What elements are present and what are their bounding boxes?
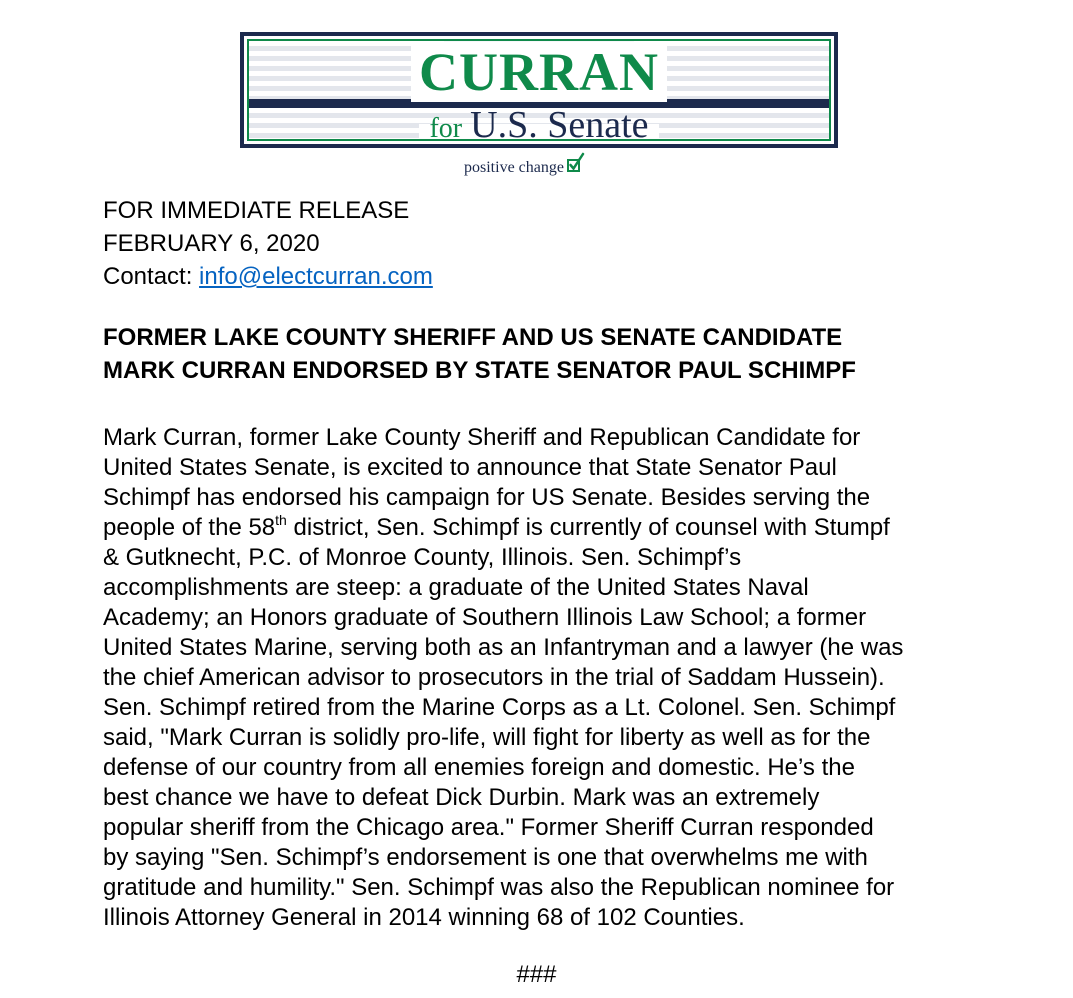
body-line: defense of our country from all enemies foreign and domestic. He’s the (103, 754, 855, 781)
body-line: United States Senate, is excited to announce that State Senator Paul (103, 454, 837, 481)
body-line: said, "Mark Curran is solidly pro-life, will fight for liberty as well as for the (103, 724, 871, 751)
logo-inner-border (244, 36, 834, 144)
contact-email-link[interactable]: info@electcurran.com (199, 263, 433, 290)
headline-line-2: MARK CURRAN ENDORSED BY STATE SENATOR PAUL SCHIMPF (103, 357, 856, 384)
body-line: gratitude and humility." Sen. Schimpf was also the Republican nominee for (103, 874, 895, 901)
logo-office-box (419, 104, 658, 141)
contact-label: Contact: (103, 263, 200, 290)
logo-candidate-name (249, 42, 829, 102)
logo-office-text: U.S. Senate (470, 104, 649, 141)
headline-line-1: FORMER LAKE COUNTY SHERIFF AND US SENATE CANDIDATE (103, 324, 843, 351)
body-line: accomplishments are steep: a graduate of the United States Naval (103, 574, 809, 601)
body-line: Schimpf has endorsed his campaign for US Senate. Besides serving the (103, 484, 871, 511)
body-line: by saying "Sen. Schimpf’s endorsement is one that overwhelms me with (103, 844, 868, 871)
checkbox-check-icon (567, 152, 585, 174)
body-line: Academy; an Honors graduate of Southern Illinois Law School; a former (103, 604, 867, 631)
tagline-text: positive change (464, 159, 564, 176)
body-line: best chance we have to defeat Dick Durbin. Mark was an extremely (103, 784, 820, 811)
body-text-segment: people of the 58 (103, 514, 276, 541)
release-info (103, 194, 433, 293)
contact-line (103, 260, 433, 293)
body-line (103, 513, 983, 543)
logo-for-text: for (429, 113, 463, 141)
body-line: & Gutknecht, P.C. of Monroe County, Illinois. Sen. Schimpf’s (103, 544, 742, 571)
press-release-body (103, 423, 983, 933)
release-date: FEBRUARY 6, 2020 (103, 230, 320, 257)
logo-tagline (464, 152, 585, 177)
logo-office-line (249, 105, 829, 141)
body-line: the chief American advisor to prosecutors in the trial of Saddam Hussein). (103, 664, 885, 691)
headline (103, 321, 856, 387)
ordinal-superscript: th (275, 512, 287, 528)
logo-frame (247, 39, 831, 141)
end-of-release-mark: ### (516, 961, 557, 988)
body-line: Mark Curran, former Lake County Sheriff and Republican Candidate for (103, 424, 861, 451)
release-label: FOR IMMEDIATE RELEASE (103, 197, 410, 224)
logo-name-text: CURRAN (411, 42, 667, 102)
campaign-logo (240, 32, 838, 148)
body-line: popular sheriff from the Chicago area." Former Sheriff Curran responded (103, 814, 874, 841)
body-line: Sen. Schimpf retired from the Marine Corps as a Lt. Colonel. Sen. Schimpf (103, 694, 896, 721)
body-line: United States Marine, serving both as an Infantryman and a lawyer (he was (103, 634, 904, 661)
body-text-segment: district, Sen. Schimpf is currently of counsel with Stumpf (286, 514, 890, 541)
body-line: Illinois Attorney General in 2014 winning 68 of 102 Counties. (103, 904, 745, 931)
